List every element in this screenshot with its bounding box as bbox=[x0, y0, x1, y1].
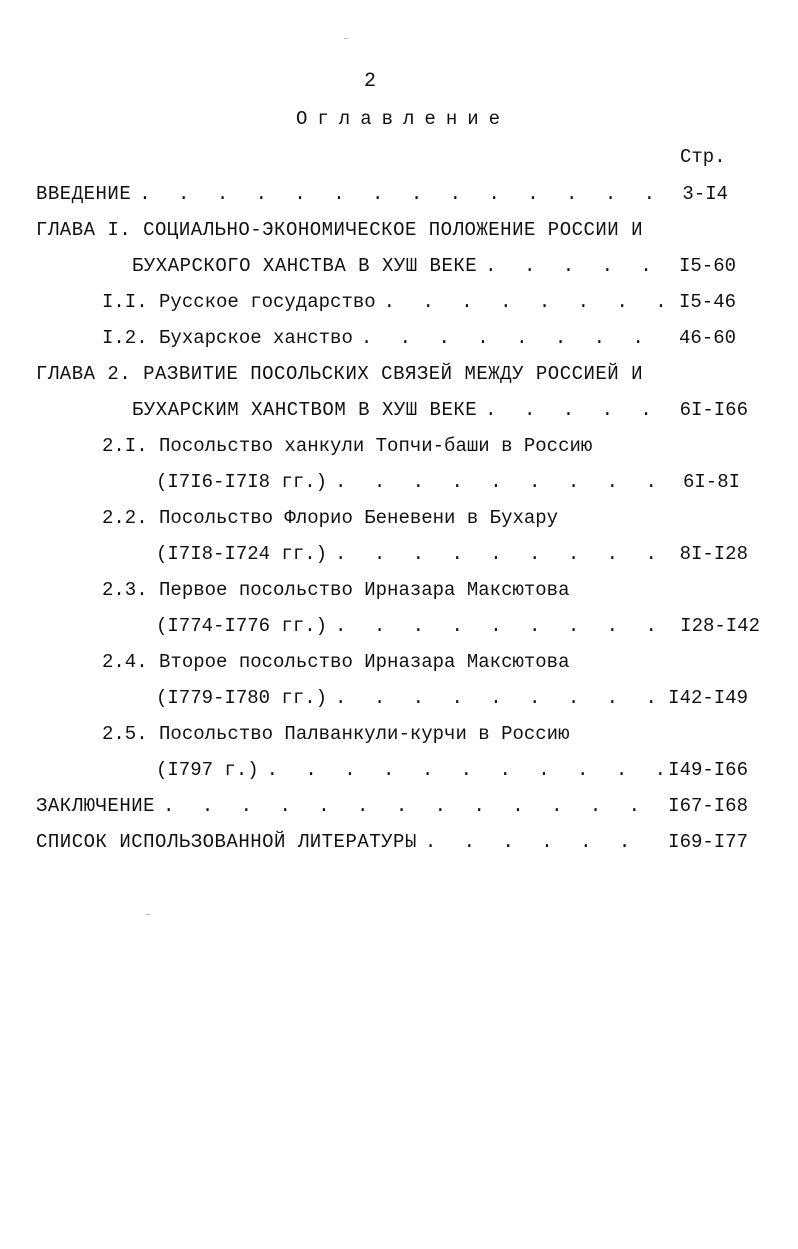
toc-entry-chapter-1-continued[interactable] bbox=[132, 253, 736, 279]
toc-entry-chapter-2-continued[interactable] bbox=[132, 397, 748, 423]
toc-entry-text: (I797 г.) bbox=[156, 759, 259, 781]
leader-dots bbox=[485, 253, 673, 279]
toc-entry-text: ВВЕДЕНИЕ bbox=[36, 183, 132, 205]
toc-entry-text: Бухарское ханство bbox=[159, 327, 353, 349]
toc-entry-number: ГЛАВА I. bbox=[36, 219, 144, 241]
toc-entry-text: (I774-I776 гг.) bbox=[156, 615, 328, 637]
toc-entry-page: 46-60 bbox=[678, 327, 736, 349]
toc-entry-page: 8I-I28 bbox=[679, 543, 748, 565]
toc-entry-number: 2.5. bbox=[102, 723, 160, 745]
toc-entry-section-2-1-dates[interactable] bbox=[156, 469, 740, 495]
leader-dots bbox=[267, 757, 663, 783]
toc-entry-section-2-4[interactable] bbox=[102, 649, 742, 675]
toc-entry-bibliography[interactable] bbox=[36, 829, 748, 855]
toc-entry-text: Посольство Флорио Беневени в Бухару bbox=[159, 507, 559, 529]
toc-entry-chapter-1[interactable] bbox=[36, 217, 736, 243]
leader-dots bbox=[335, 541, 674, 567]
page-title: Оглавление bbox=[296, 108, 511, 130]
toc-entry-number: 2.I. bbox=[102, 435, 160, 457]
toc-entry-text: РАЗВИТИЕ ПОСОЛЬСКИХ СВЯЗЕЙ МЕЖДУ РОССИЕЙ И bbox=[143, 363, 644, 385]
toc-entry-page: I5-46 bbox=[678, 291, 736, 313]
toc-entry-text: Первое посольство Ирназара Максютова bbox=[159, 579, 570, 601]
toc-entry-page: I69-I77 bbox=[668, 831, 748, 853]
leader-dots bbox=[335, 613, 674, 639]
toc-entry-section-2-3-dates[interactable] bbox=[156, 613, 760, 639]
toc-entry-page: I67-I68 bbox=[668, 795, 748, 817]
scan-speck bbox=[146, 914, 150, 915]
toc-entry-section-1-2[interactable] bbox=[102, 325, 736, 351]
toc-entry-text: (I7I6-I7I8 гг.) bbox=[156, 471, 328, 493]
toc-entry-section-2-1[interactable] bbox=[102, 433, 742, 459]
toc-entry-text: Русское государство bbox=[159, 291, 376, 313]
toc-entry-page: I42-I49 bbox=[668, 687, 748, 709]
toc-entry-section-2-4-dates[interactable] bbox=[156, 685, 748, 711]
toc-entry-section-2-5[interactable] bbox=[102, 721, 742, 747]
leader-dots bbox=[384, 289, 673, 315]
leader-dots bbox=[361, 325, 673, 351]
toc-entry-number: ГЛАВА 2. bbox=[36, 363, 144, 385]
leader-dots bbox=[485, 397, 673, 423]
toc-entry-text: ЗАКЛЮЧЕНИЕ bbox=[36, 795, 156, 817]
toc-entry-text: Посольство ханкули Топчи-баши в Россию bbox=[159, 435, 593, 457]
toc-entry-number: 2.3. bbox=[102, 579, 160, 601]
toc-entry-intro[interactable] bbox=[36, 181, 728, 207]
toc-entry-chapter-2[interactable] bbox=[36, 361, 736, 387]
toc-entry-page: I28-I42 bbox=[680, 615, 760, 637]
page-column-header: Стр. bbox=[680, 146, 726, 168]
page-number: 2 bbox=[363, 70, 376, 93]
toc-entry-section-2-2[interactable] bbox=[102, 505, 742, 531]
toc-entry-conclusion[interactable] bbox=[36, 793, 748, 819]
leader-dots bbox=[425, 829, 662, 855]
leader-dots bbox=[139, 181, 676, 207]
toc-entry-section-2-5-dates[interactable] bbox=[156, 757, 748, 783]
leader-dots bbox=[335, 469, 677, 495]
toc-entry-number: 2.4. bbox=[102, 651, 160, 673]
toc-entry-section-2-3[interactable] bbox=[102, 577, 742, 603]
leader-dots bbox=[163, 793, 662, 819]
toc-entry-text: (I7I8-I724 гг.) bbox=[156, 543, 328, 565]
toc-entry-page: 3-I4 bbox=[682, 183, 728, 205]
toc-entry-page: 6I-8I bbox=[682, 471, 740, 493]
toc-entry-text: БУХАРСКОГО ХАНСТВА В ХУШ ВЕКЕ bbox=[132, 255, 478, 277]
toc-entry-section-2-2-dates[interactable] bbox=[156, 541, 748, 567]
toc-entry-number: 2.2. bbox=[102, 507, 160, 529]
toc-entry-page: 6I-I66 bbox=[679, 399, 748, 421]
leader-dots bbox=[335, 685, 662, 711]
toc-entry-text: СПИСОК ИСПОЛЬЗОВАННОЙ ЛИТЕРАТУРЫ bbox=[36, 831, 417, 853]
toc-entry-text: Посольство Палванкули-курчи в Россию bbox=[159, 723, 570, 745]
toc-entry-text: БУХАРСКИМ ХАНСТВОМ В ХУШ ВЕКЕ bbox=[132, 399, 478, 421]
toc-entry-text: (I779-I780 гг.) bbox=[156, 687, 328, 709]
toc-entry-number: I.2. bbox=[102, 327, 160, 349]
toc-entry-number: I.I. bbox=[102, 291, 160, 313]
scan-speck bbox=[344, 38, 348, 39]
toc-entry-text: Второе посольство Ирназара Максютова bbox=[159, 651, 570, 673]
toc-entry-page: I5-60 bbox=[678, 255, 736, 277]
toc-entry-page: I49-I66 bbox=[668, 759, 748, 781]
toc-entry-text: СОЦИАЛЬНО-ЭКОНОМИЧЕСКОЕ ПОЛОЖЕНИЕ РОССИИ И bbox=[143, 219, 644, 241]
toc-entry-section-1-1[interactable] bbox=[102, 289, 736, 315]
